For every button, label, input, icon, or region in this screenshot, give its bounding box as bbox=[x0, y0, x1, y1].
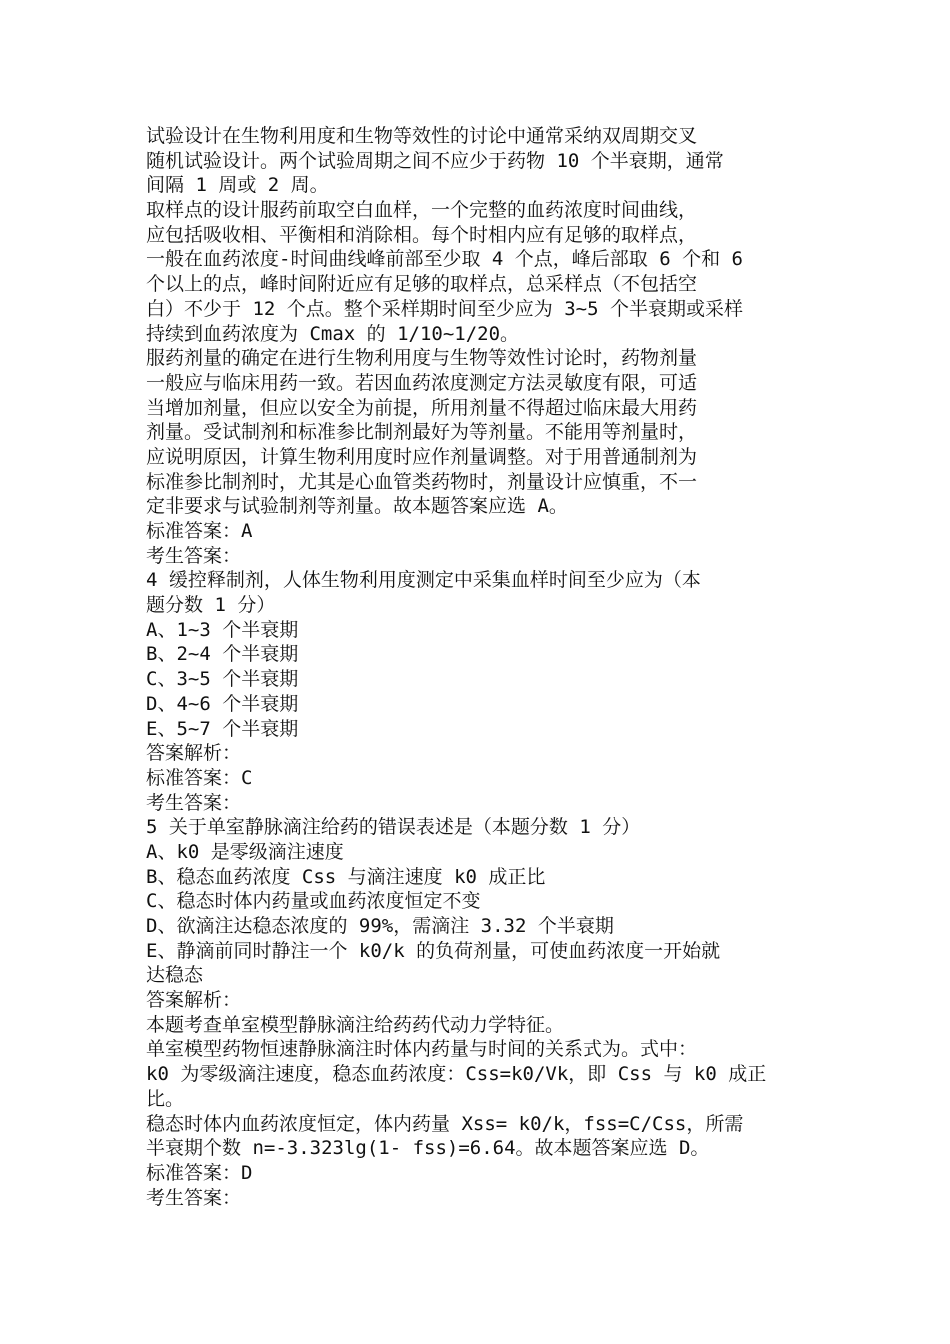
text-line: 服药剂量的确定在进行生物利用度与生物等效性讨论时，药物剂量 bbox=[146, 347, 698, 370]
text-line: 单室模型药物恒速静脉滴注时体内药量与时间的关系式为。式中： bbox=[146, 1038, 698, 1061]
option-e: 达稳态 bbox=[146, 964, 204, 987]
option-c: C、稳态时体内药量或血药浓度恒定不变 bbox=[146, 890, 481, 913]
text-line: 间隔 1 周或 2 周。 bbox=[146, 174, 329, 197]
text-line: 比。 bbox=[146, 1087, 185, 1110]
text-line: 一般在血药浓度-时间曲线峰前部至少取 4 个点，峰后部取 6 个和 6 bbox=[146, 248, 743, 271]
text-line: 白）不少于 12 个点。整个采样期时间至少应为 3~5 个半衰期或采样 bbox=[146, 297, 743, 320]
option-b: B、稳态血药浓度 Css 与滴注速度 k0 成正比 bbox=[146, 865, 546, 888]
text-line: 剂量。受试制剂和标准参比制剂最好为等剂量。不能用等剂量时， bbox=[146, 421, 698, 444]
text-line: 半衰期个数 n=-3.323lg(1- fss)=6.64。故本题答案应选 D。 bbox=[146, 1137, 710, 1160]
text-line: 标准参比制剂时，尤其是心血管类药物时，剂量设计应慎重，不一 bbox=[146, 470, 698, 493]
examinee-answer: 考生答案： bbox=[146, 791, 242, 814]
question-4-stem: 题分数 1 分） bbox=[146, 594, 276, 617]
text-line: k0 为零级滴注速度，稳态血药浓度：Css=k0/Vk，即 Css 与 k0 成正 bbox=[146, 1063, 767, 1086]
question-4-stem: 4 缓控释制剂，人体生物利用度测定中采集血样时间至少应为（本 bbox=[146, 569, 701, 592]
text-line: 个以上的点，峰时间附近应有足够的取样点，总采样点（不包括空 bbox=[146, 273, 698, 296]
text-line: 一般应与临床用药一致。若因血药浓度测定方法灵敏度有限，可适 bbox=[146, 371, 698, 394]
text-line: 应说明原因，计算生物利用度时应作剂量调整。对于用普通制剂为 bbox=[146, 445, 698, 468]
question-5-stem: 5 关于单室静脉滴注给药的错误表述是（本题分数 1 分） bbox=[146, 816, 641, 839]
text-line: 当增加剂量，但应以安全为前提，所用剂量不得超过临床最大用药 bbox=[146, 396, 698, 419]
examinee-answer: 考生答案： bbox=[146, 1186, 242, 1209]
text-line: 试验设计在生物利用度和生物等效性的讨论中通常采纳双周期交叉 bbox=[146, 125, 698, 147]
standard-answer: 标准答案：C bbox=[146, 766, 253, 789]
document-body bbox=[146, 124, 810, 1210]
text-line: 定非要求与试验制剂等剂量。故本题答案应选 A。 bbox=[146, 495, 568, 518]
examinee-answer: 考生答案： bbox=[146, 544, 242, 567]
text-line: 本题考查单室模型静脉滴注给药药代动力学特征。 bbox=[146, 1013, 565, 1036]
option-a: A、1~3 个半衰期 bbox=[146, 618, 299, 641]
text-line: 持续到血药浓度为 Cmax 的 1/10~1/20。 bbox=[146, 322, 520, 345]
option-d: D、欲滴注达稳态浓度的 99%，需滴注 3.32 个半衰期 bbox=[146, 915, 614, 937]
answer-analysis-label: 答案解析： bbox=[146, 989, 242, 1012]
text-line: 应包括吸收相、平衡相和消除相。每个时相内应有足够的取样点， bbox=[146, 223, 698, 246]
text-line: 随机试验设计。两个试验周期之间不应少于药物 10 个半衰期，通常 bbox=[146, 149, 724, 172]
option-c: C、3~5 个半衰期 bbox=[146, 668, 299, 691]
answer-analysis-label: 答案解析： bbox=[146, 742, 242, 765]
text-line: 稳态时体内血药浓度恒定，体内药量 Xss= k0/k，fss=C/Css，所需 bbox=[146, 1112, 744, 1135]
standard-answer: 标准答案：A bbox=[146, 520, 253, 542]
standard-answer: 标准答案：D bbox=[146, 1161, 253, 1184]
option-a: A、k0 是零级滴注速度 bbox=[146, 840, 344, 863]
option-e: E、静滴前同时静注一个 k0/k 的负荷剂量，可使血药浓度一开始就 bbox=[146, 939, 721, 962]
option-e: E、5~7 个半衰期 bbox=[146, 717, 299, 740]
text-line: 取样点的设计服药前取空白血样，一个完整的血药浓度时间曲线， bbox=[146, 199, 698, 222]
option-b: B、2~4 个半衰期 bbox=[146, 643, 299, 666]
option-d: D、4~6 个半衰期 bbox=[146, 692, 299, 715]
